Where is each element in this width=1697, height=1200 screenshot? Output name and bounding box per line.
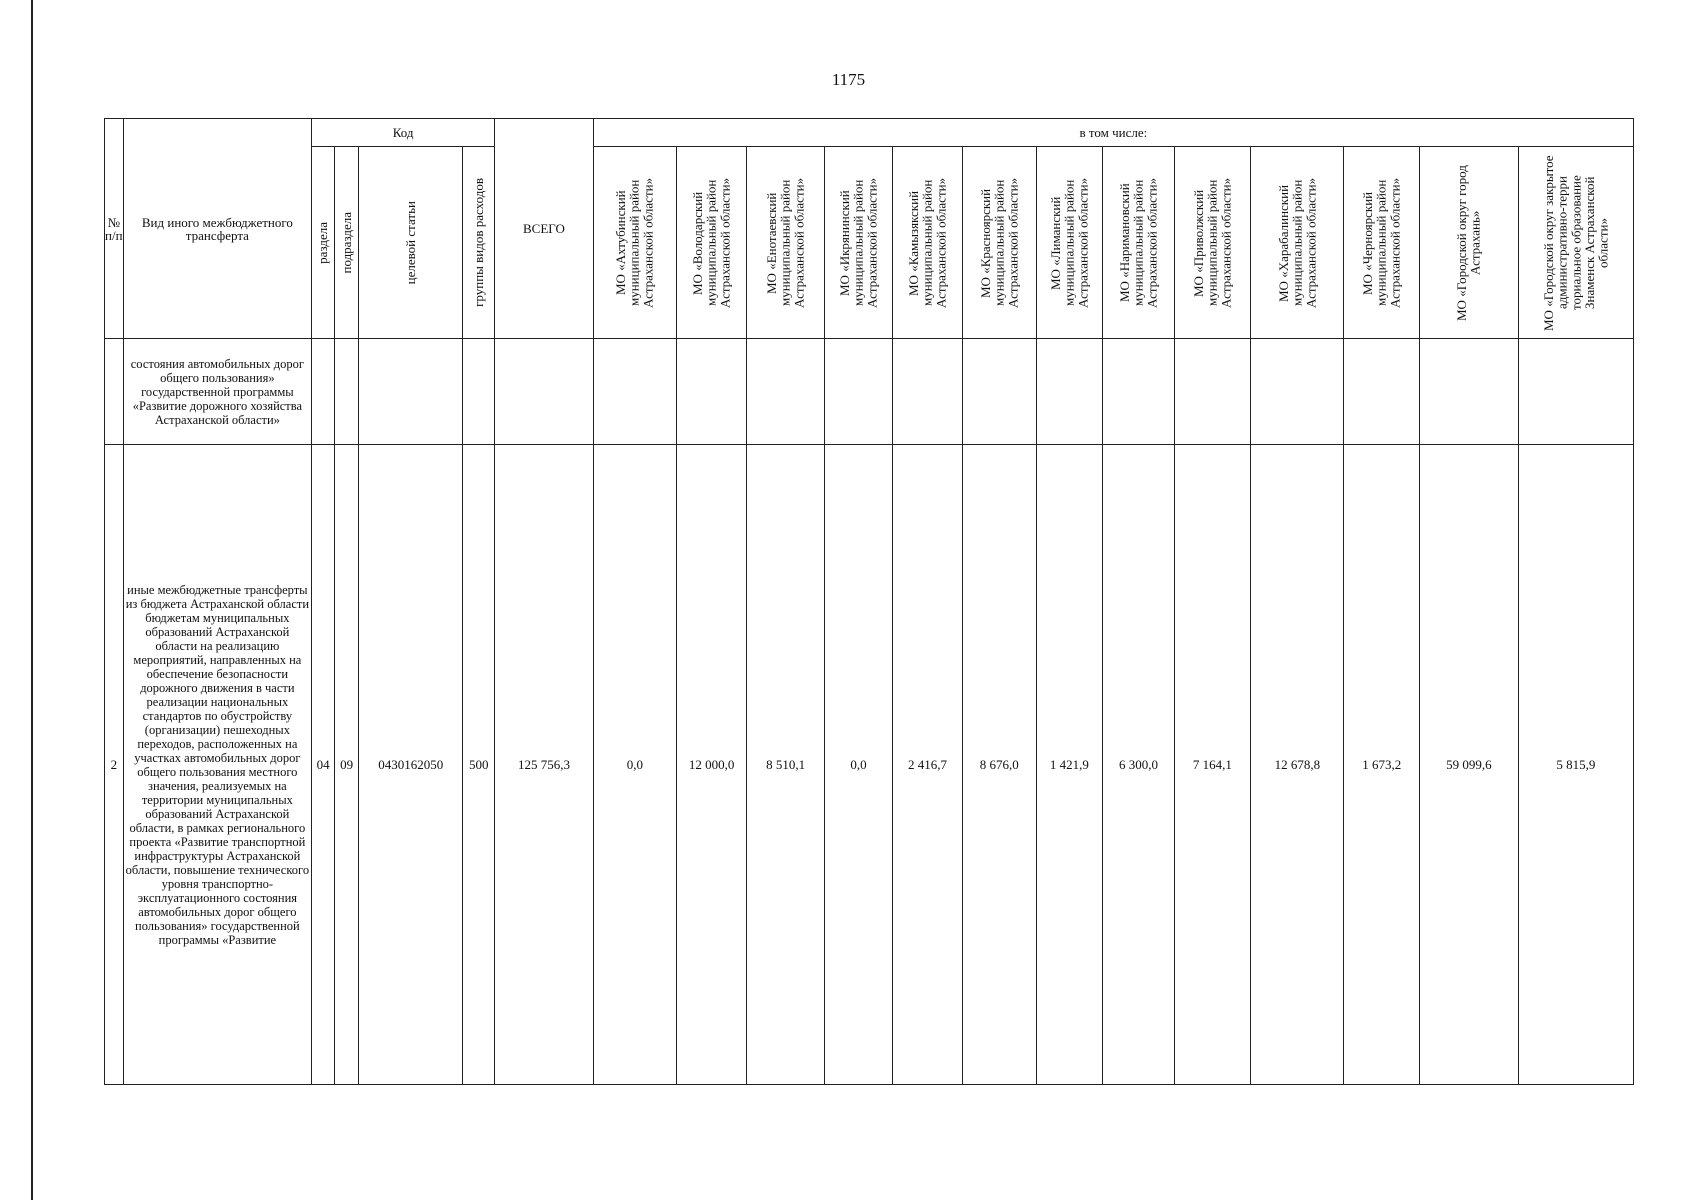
row-1-val-8 xyxy=(1103,339,1174,445)
header-mun-4-label: МО «Икрянинский муниципальный район Астраханской области» xyxy=(837,177,880,308)
row-2-subsection: 09 xyxy=(335,445,359,1085)
row-2-val-13: 5 815,9 xyxy=(1518,445,1633,1085)
header-mun-1-label: МО «Ахтубинский муниципальный район Астраханской области» xyxy=(613,177,656,308)
header-mun-9 xyxy=(1174,147,1251,339)
row-2-val-1: 0,0 xyxy=(593,445,676,1085)
row-1-val-1 xyxy=(593,339,676,445)
row-2-val-5: 2 416,7 xyxy=(892,445,962,1085)
row-1-val-6 xyxy=(963,339,1036,445)
header-mun-2 xyxy=(677,147,747,339)
header-mun-1 xyxy=(593,147,676,339)
header-mun-3-label: МО «Енотаевский муниципальный район Астраханской области» xyxy=(764,177,807,308)
header-code: Код xyxy=(312,119,495,147)
header-code-group xyxy=(463,147,495,339)
transfer-table xyxy=(104,118,1634,1085)
row-2-val-7: 1 421,9 xyxy=(1036,445,1103,1085)
header-incl: в том числе: xyxy=(593,119,1633,147)
table-row xyxy=(105,445,1634,1085)
header-mun-12-label: МО «Городской округ город Астрахань» xyxy=(1454,164,1483,321)
header-mun-5-label: МО «Камызякский муниципальный район Астраханской области» xyxy=(906,177,949,308)
header-mun-2-label: МО «Володарский муниципальный район Астраханской области» xyxy=(690,177,733,308)
header-mun-8-label: МО «Наримановский муниципальный район Астраханской области» xyxy=(1117,177,1160,308)
row-2-num: 2 xyxy=(105,445,124,1085)
header-mun-6-label: МО «Красноярский муниципальный район Астраханской области» xyxy=(977,177,1021,308)
row-1-val-7 xyxy=(1036,339,1103,445)
row-1-num xyxy=(105,339,124,445)
row-2-val-11: 1 673,2 xyxy=(1344,445,1420,1085)
header-mun-6 xyxy=(963,147,1036,339)
row-2-val-12: 59 099,6 xyxy=(1420,445,1519,1085)
row-2-text: иные межбюджетные трансферты из бюджета Астраханской области бюджетам муниципальных образований Астраханской области на реализацию мероприятий, направленных на обеспечение безопасности дорожного движения в части реализации национальных стандартов по обустройству (организации) пешеходных переходов, расположенных на участках автомобильных дорог общего пользования местного значения, реализуемых на территории муниципальных образований Астраханской области, в рамках регионального проекта «Развитие транспортной инфраструктуры Астраханской области, повышение технического уровня транспортно-эксплуатационного состояния автомобильных дорог общего пользования» государственной программы «Развитие xyxy=(123,445,312,1085)
row-1-subsection xyxy=(335,339,359,445)
page-number: 1175 xyxy=(831,70,866,89)
header-mun-12 xyxy=(1420,147,1519,339)
row-2-target: 0430162050 xyxy=(359,445,463,1085)
header-num: № п/п xyxy=(105,119,124,339)
header-mun-8 xyxy=(1103,147,1174,339)
header-total: ВСЕГО xyxy=(495,119,594,339)
header-mun-7 xyxy=(1036,147,1103,339)
row-2-section: 04 xyxy=(312,445,335,1085)
header-mun-11 xyxy=(1344,147,1420,339)
row-2-val-8: 6 300,0 xyxy=(1103,445,1174,1085)
header-mun-13 xyxy=(1518,147,1633,339)
row-1-val-5 xyxy=(892,339,962,445)
row-1-section xyxy=(312,339,335,445)
header-code-section xyxy=(312,147,335,339)
row-2-total: 125 756,3 xyxy=(495,445,594,1085)
row-1-val-2 xyxy=(677,339,747,445)
header-mun-11-label: МО «Черноярский муниципальный район Астраханской области» xyxy=(1360,177,1403,308)
row-1-val-9 xyxy=(1174,339,1251,445)
row-2-val-2: 12 000,0 xyxy=(677,445,747,1085)
header-mun-7-label: МО «Лиманский муниципальный район Астраханской области» xyxy=(1047,177,1091,308)
row-2-val-3: 8 510,1 xyxy=(747,445,825,1085)
row-1-target xyxy=(359,339,463,445)
row-2-val-6: 8 676,0 xyxy=(963,445,1036,1085)
header-code-group-label: группы видов расходов xyxy=(470,178,486,307)
row-1-val-10 xyxy=(1251,339,1344,445)
row-1-group xyxy=(463,339,495,445)
row-1-val-13 xyxy=(1518,339,1633,445)
row-2-val-9: 7 164,1 xyxy=(1174,445,1251,1085)
header-mun-4 xyxy=(825,147,893,339)
row-2-val-4: 0,0 xyxy=(825,445,893,1085)
binding-margin-line xyxy=(31,0,33,1200)
row-1-val-12 xyxy=(1420,339,1519,445)
header-code-subsection-label: подраздела xyxy=(338,211,354,274)
row-1-val-11 xyxy=(1344,339,1420,445)
header-code-target xyxy=(359,147,463,339)
row-1-text: состояния автомобильных дорог общего пользования» государственной программы «Развитие дорожного хозяйства Астраханской области» xyxy=(123,339,312,445)
table-row xyxy=(105,339,1634,445)
header-kind: Вид иного межбюджетного трансферта xyxy=(123,119,312,339)
row-1-val-4 xyxy=(825,339,893,445)
header-code-target-label: целевой статьи xyxy=(402,200,418,285)
header-code-subsection xyxy=(335,147,359,339)
row-1-val-3 xyxy=(747,339,825,445)
header-mun-13-label: МО «Городской округ закрытое административно-терри ториальное образование Знаменск Астраханской области» xyxy=(1540,154,1611,331)
header-mun-9-label: МО «Приволжский муниципальный район Астраханской области» xyxy=(1190,177,1234,308)
header-mun-10-label: МО «Харабалинский муниципальный район Астраханской области» xyxy=(1275,177,1319,308)
row-1-total xyxy=(495,339,594,445)
header-code-section-label: раздела xyxy=(315,221,331,264)
header-mun-5 xyxy=(892,147,962,339)
row-2-val-10: 12 678,8 xyxy=(1251,445,1344,1085)
header-mun-3 xyxy=(747,147,825,339)
header-mun-10 xyxy=(1251,147,1344,339)
row-2-group: 500 xyxy=(463,445,495,1085)
